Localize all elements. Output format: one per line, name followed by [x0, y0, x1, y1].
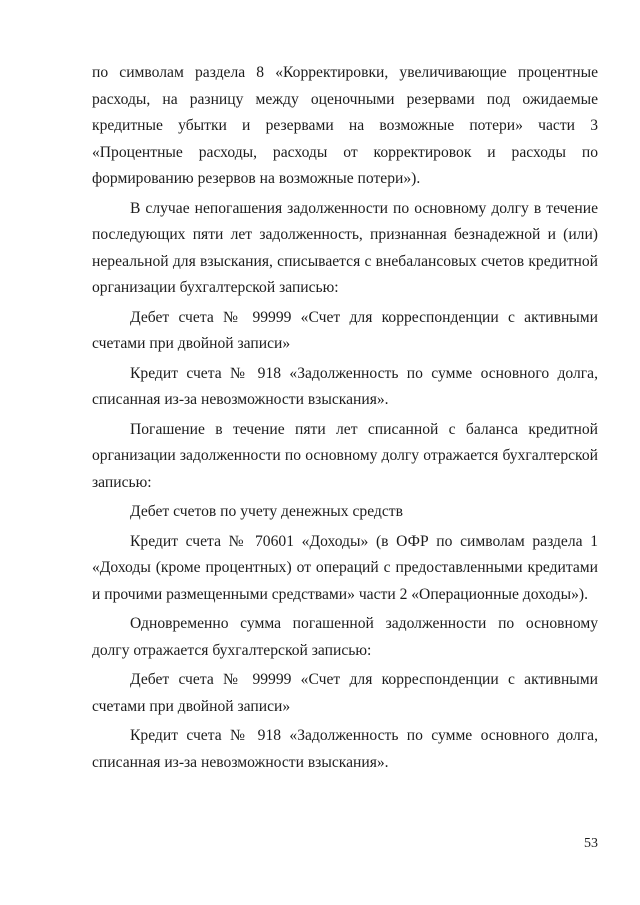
entry-debit-99999-second: Дебет счета № 99999 «Счет для корреспонденции с активными счетами при двойной записи» [92, 671, 598, 715]
paragraph-nonpayment: В случае непогашения задолженности по основному долгу в течение последующих пяти лет задолженность, признанная безнадежной и (или) нереальной для взыскания, списывается с внебалансовых счетов кредитной организации бухгалтерской записью: [92, 199, 598, 296]
entry-debit-99999: Дебет счета № 99999 «Счет для корреспонденции с активными счетами при двойной записи» [92, 308, 598, 352]
paragraph-simultaneous: Одновременно сумма погашенной задолженности по основному долгу отражается бухгалтерской записью: [92, 615, 598, 659]
entry-debit-cash: Дебет счетов по учету денежных средств [130, 503, 403, 520]
page-number: 53 [584, 836, 598, 851]
entry-credit-918: Кредит счета № 918 «Задолженность по сумме основного долга, списанная из-за невозможности взыскания». [92, 364, 598, 408]
paragraph-repayment: Погашение в течение пяти лет списанной с баланса кредитной организации задолженности по основному долгу отражается бухгалтерской записью: [92, 420, 598, 491]
entry-credit-70601: Кредит счета № 70601 «Доходы» (в ОФР по символам раздела 1 «Доходы (кроме процентных) от операций с предоставленными кредитами и прочими размещенными средствами» части 2 «Операционные доходы»). [92, 532, 598, 603]
entry-credit-918-second: Кредит счета № 918 «Задолженность по сумме основного долга, списанная из-за невозможности взыскания». [92, 727, 598, 771]
paragraph-continuation: по символам раздела 8 «Корректировки, увеличивающие процентные расходы, на разницу между оценочными резервами под ожидаемые кредитные убытки и резервами на возможные потери» части 3 «Процентные расходы, расходы от корректировок и расходы по формированию резервов на возможные потери»). [92, 64, 598, 187]
